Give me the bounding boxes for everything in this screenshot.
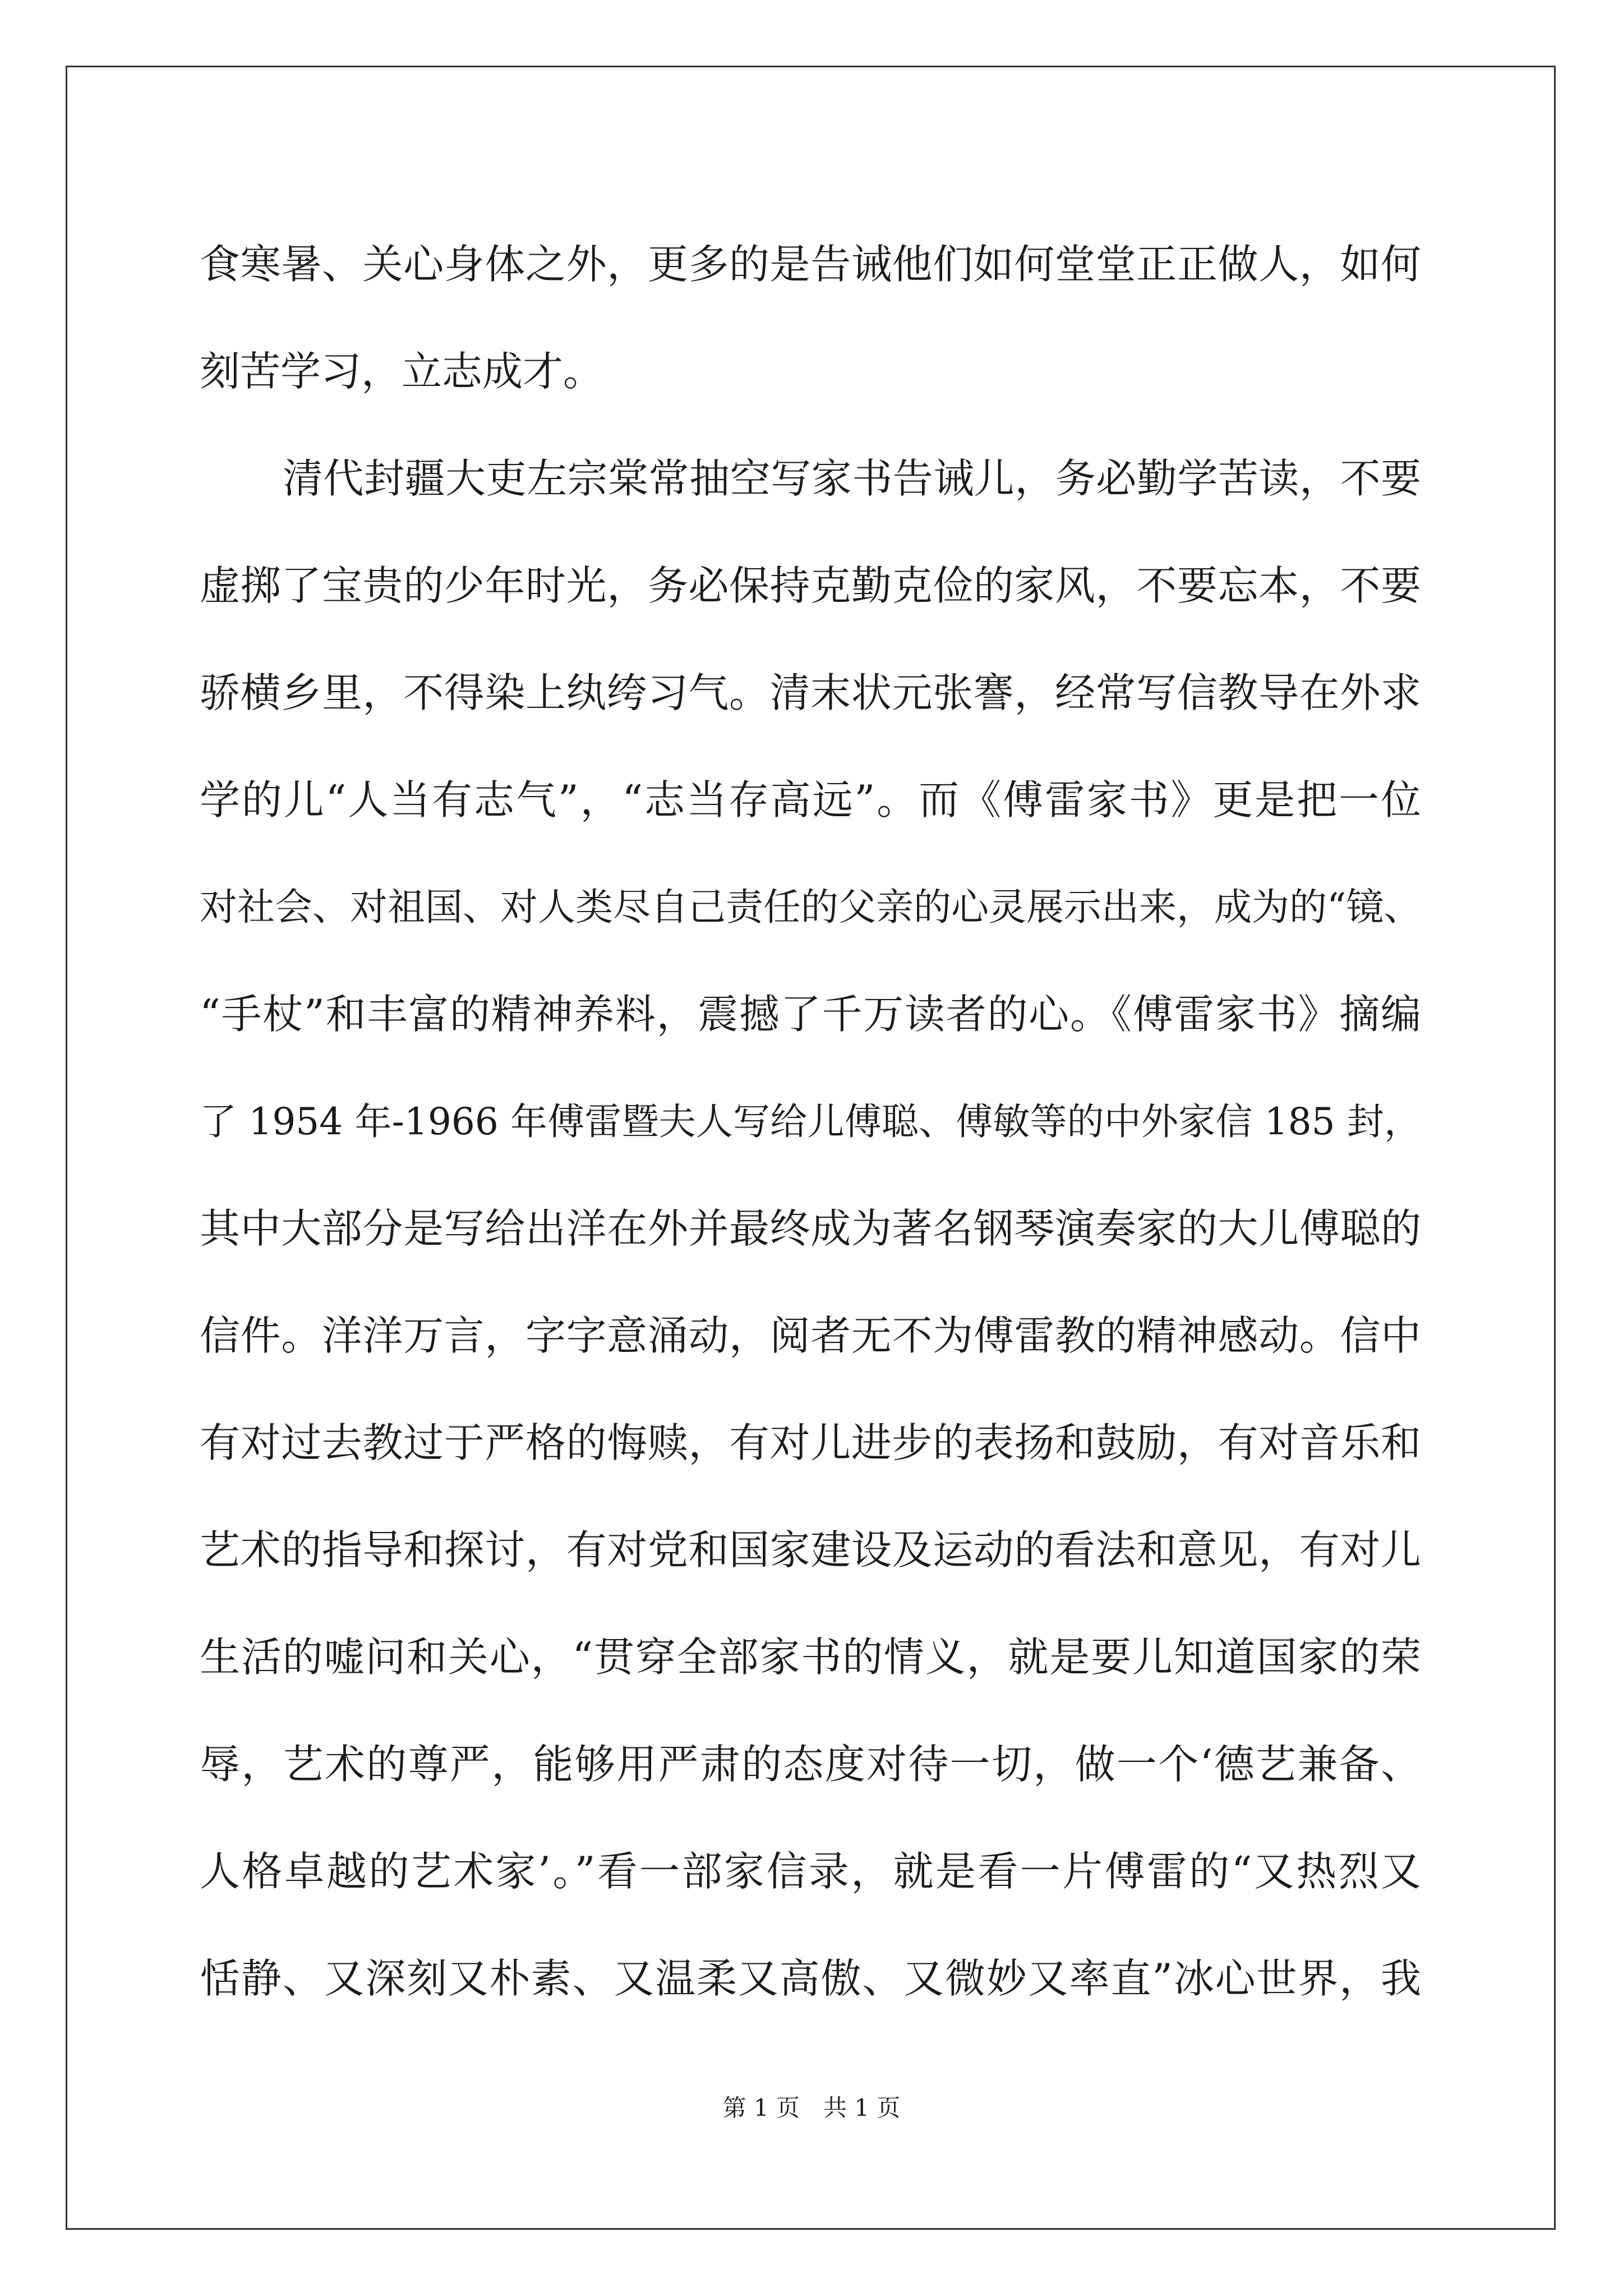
text-line: 信件。洋洋万言，字字意涌动，阅者无不为傅雷教的精神感动。信中 (200, 1312, 1421, 1359)
text-line: 其中大部分是写给出洋在外并最终成为著名钢琴演奏家的大儿傅聪的 (200, 1205, 1421, 1252)
text-line: “手杖”和丰富的精神养料，震撼了千万读者的心。《傅雷家书》摘编 (200, 991, 1421, 1038)
text-line: 清代封疆大吏左宗棠常抽空写家书告诫儿，务必勤学苦读，不要 (283, 455, 1421, 502)
text-line: 学的儿“人当有志气”，“志当存高远”。而《傅雷家书》更是把一位 (200, 776, 1421, 823)
text-line: 虚掷了宝贵的少年时光，务必保持克勤克俭的家风，不要忘本，不要 (200, 562, 1421, 609)
text-line: 艺术的指导和探讨，有对党和国家建设及运动的看法和意见，有对儿 (200, 1526, 1421, 1573)
text-line: 了 1954 年-1966 年傅雷暨夫人写给儿傅聪、傅敏等的中外家信 185 封， (200, 1100, 1421, 1143)
text-line: 辱，艺术的尊严，能够用严肃的态度对待一切，做一个‘德艺兼备、 (200, 1741, 1421, 1788)
text-line: 刻苦学习，立志成才。 (200, 348, 604, 395)
text-line: 骄横乡里，不得染上纨绔习气。清末状元张謇，经常写信教导在外求 (200, 669, 1421, 716)
text-line: 有对过去教过于严格的悔赎，有对儿进步的表扬和鼓励，有对音乐和 (200, 1419, 1421, 1466)
text-line: 恬静、又深刻又朴素、又温柔又高傲、又微妙又率直”冰心世界，我 (200, 1955, 1421, 2002)
document-body (200, 211, 1421, 2032)
text-line: 对社会、对祖国、对人类尽自己责任的父亲的心灵展示出来，成为的“镜、 (200, 885, 1422, 929)
text-line: 人格卓越的艺术家’。”看一部家信录，就是看一片傅雷的“又热烈又 (200, 1848, 1421, 1895)
text-line: 生活的嘘问和关心，“贯穿全部家书的情义，就是要儿知道国家的荣 (200, 1634, 1421, 1681)
page-footer: 第 1 页 共 1 页 (722, 2094, 901, 2122)
text-line: 食寒暑、关心身体之外，更多的是告诫他们如何堂堂正正做人，如何 (200, 241, 1421, 288)
